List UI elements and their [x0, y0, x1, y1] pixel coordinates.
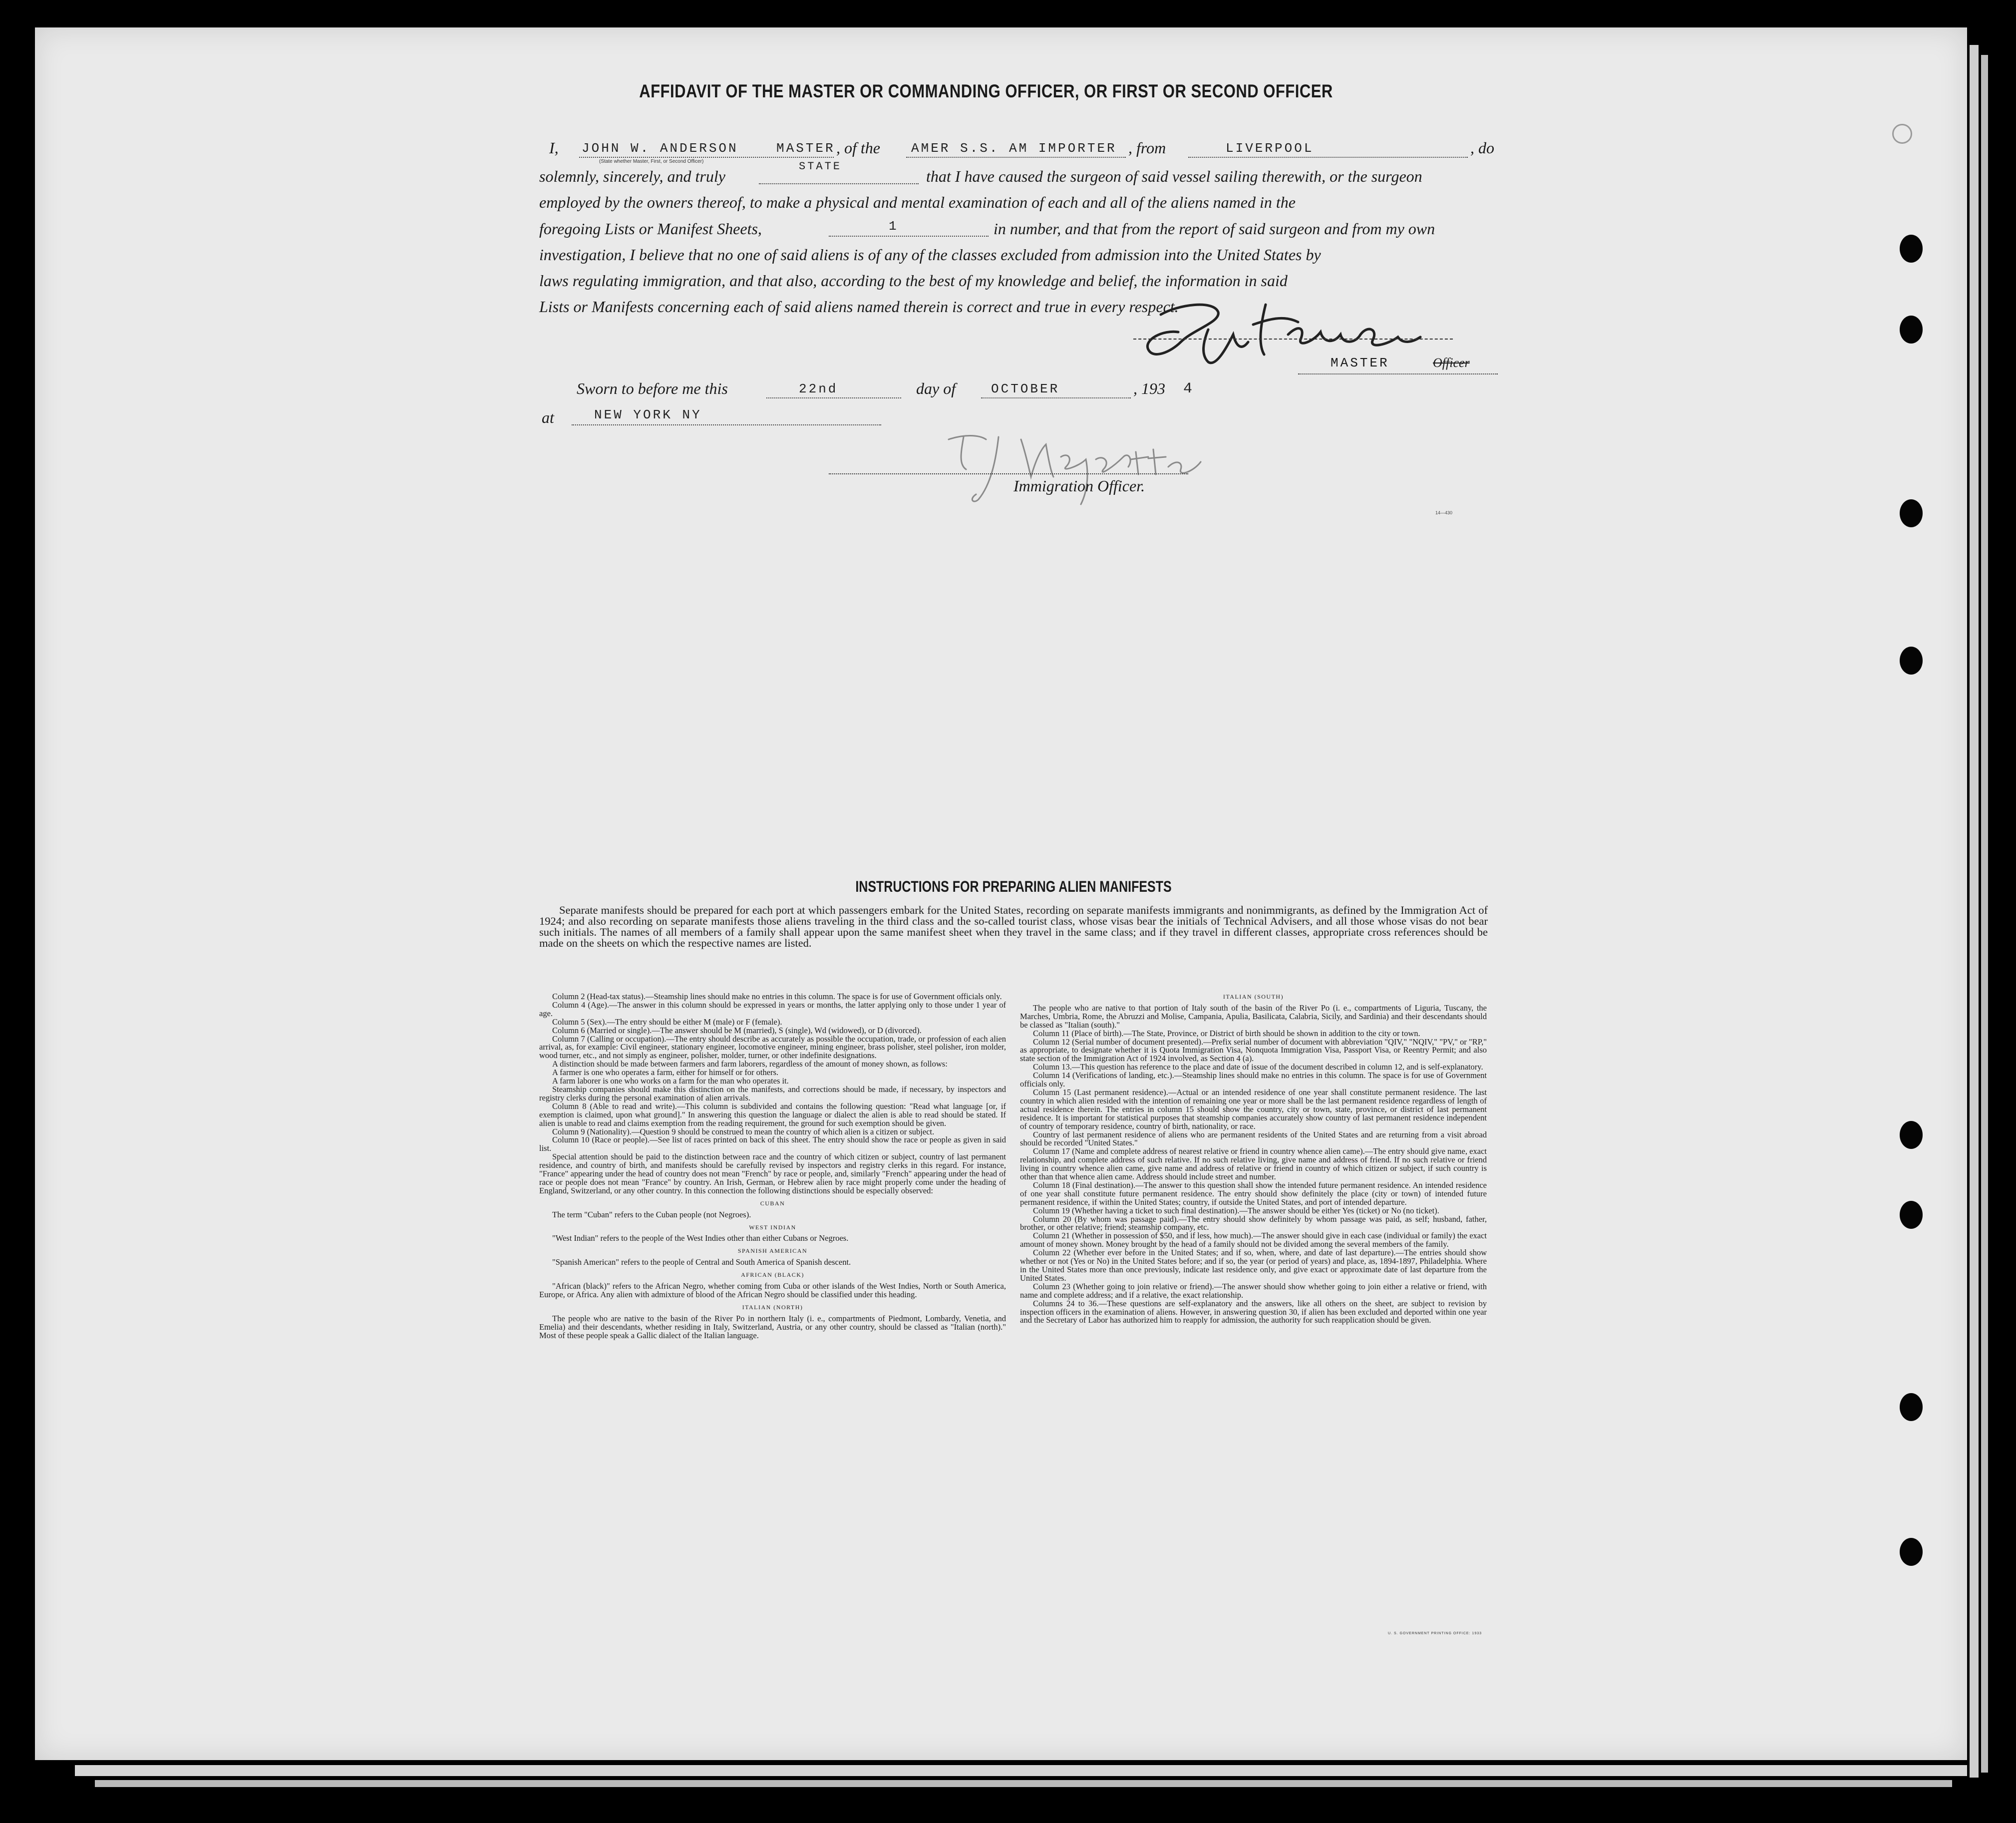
heading-spanish-american: SPANISH AMERICAN [737, 1247, 808, 1255]
heading-italian-north: ITALIAN (NORTH) [742, 1303, 803, 1311]
sworn-month: OCTOBER [991, 381, 1060, 396]
binder-hole [1900, 316, 1923, 344]
heading-west-indian: WEST INDIAN [749, 1223, 796, 1231]
sworn-year-digit: 4 [1183, 380, 1195, 397]
affidavit-verb: STATE [799, 160, 842, 173]
officer-label: Officer [1433, 356, 1470, 370]
instructions-intro: Separate manifests should be prepared for each port at which passengers embark for the United States, recording on separate manifests immigrants and nonimmigrants, as defined by the Immigration Act of 1924; and also recording on separate manifests those aliens traveling in the third class and the so-called tourist class, whose visas bear the initials of Technical Advisers, and all those whose visas do not bear such initials. The names of all members of a family shall appear upon the same manifest sheet when they travel in the same class; and if they travel in different classes, appropriate cross references should be made on the sheets on which the respective names are listed. [539, 904, 1488, 949]
instructions-left-column: Column 2 (Head-tax status).—Steamship lines should make no entries in this column. The space is for use of Government officials only. Column 4 (Age).—The answer in this column should be expressed in years or months, the latter applying only to those under 1 year of age. Column 5 (Sex).—The entry should be either M (male) or F (female). Column 6 (Married or single).—The answer should be M (married), S (single), Wd (widowed), or D (divorced). Column 7 (Calling or occupation).—The entry should describe as accurately as possible the occupation, trade, or profession of each alien arrival, as, for example: Civil engineer, stationary engineer, locomotive engineer, mining engineer, brass polisher, steel polisher, iron molder, wood turner, etc., and not simply as engineer, polisher, molder, turner, or other indefinite designations. A distinction should be made between farmers and farm laborers, regardless of the amount of money shown, as follows: A farmer is one who operates a farm, either for himself or for others. A farm laborer is one who works on a farm for the man who operates it. Steamship companies should make this distinction on the manifests, and corrections should be made, if necessary, by inspectors and registry clerks during the personal examination of alien arrivals. Column 8 (Able to read and write).—This column is subdivided and contains the following question: "Read what language [or, if exemption is claimed, upon what ground]." In answering this question the language or dialect the alien is able to read should be stated. If alien is unable to read and claims exemption from the reading requirement, the ground for such exemption should be given. Column 9 (Nationality).—Question 9 should be construed to mean the country of which alien is a citizen or subject. Column 10 (Race or people).—See list of races printed on back of this sheet. The entry should show the race or people as given in said list. Special attention should be paid to the distinction between race and the country of which citizen or subject, country of last permanent residence, and country of birth, and manifests should be carefully revised by inspectors and registry clerks in this regard. For instance, "France" appearing under the head of country does not mean "French" by race or people, and, similarly "French" appearing under the head of race or people does not mean "France" by country. An Irish, German, or Hebrew alien by race might properly come under the heading of England, Switzerland, or any other country. In this connection the following distinctions should be especially observed: CUBAN The term "Cuban" refers to the Cuban people (not Negroes). WEST INDIAN "West Indian" refers to the people of the West Indies other than either Cubans or Negroes. SPANISH AMERICAN "Spanish American" refers to the people of Central and South America of Spanish descent. AFRICAN (BLACK) "African (black)" refers to the African Negro, whether coming from Cuba or other islands of the West Indies, North or South America, Europe, or Africa. Any alien with admixture of blood of the African Negro should be classified under this heading. ITALIAN (NORTH) The people who are native to the basin of the River Po in northern Italy (i. e., compartments of Piedmont, Lombardy, Venetia, and Emelia) and their descendants, whether residing in Italy, Switzerland, Austria, or any other country, should be classed as "Italian (north)." Most of these people speak a Gallic dialect of the Italian language. [539, 992, 1006, 1340]
heading-cuban: CUBAN [760, 1199, 785, 1207]
immigration-officer-label: Immigration Officer. [1013, 477, 1145, 495]
binder-hole [1900, 1538, 1923, 1566]
officer-rank: MASTER [776, 141, 835, 156]
sworn-place: NEW YORK NY [594, 407, 702, 422]
signer-title: MASTER [1331, 356, 1389, 370]
printer-imprint: U. S. GOVERNMENT PRINTING OFFICE: 1933 [1388, 1632, 1482, 1635]
page-edge-bottom [75, 1765, 1967, 1776]
master-signature [1133, 295, 1453, 379]
instructions-right-column: ITALIAN (SOUTH) The people who are native to that portion of Italy south of the basin of the River Po (i. e., compartments of Liguria, Tuscany, the Marches, Umbria, Rome, the Abruzzi and Molise, Campania, Apulia, Basilicata, Calabria, Sicily, and Sardinia) and their descendants should be classed as "Italian (south)." Column 11 (Place of birth).—The State, Province, or District of birth should be shown in addition to the city or town. Column 12 (Serial number of document presented).—Prefix serial number of document with abbreviation "QIV," "NQIV," "PV," or "RP," as appropriate, to designate whether it is Quota Immigration Visa, Nonquota Immigration Visa, Passport Visa, or Reentry Permit; and also state section of the Immigration Act of 1924 involved, as Section 4 (a). Column 13.—This question has reference to the place and date of issue of the document described in column 12, and is self-explanatory. Column 14 (Verifications of landing, etc.).—Steamship lines should make no entries in this column. The space is for use of Government officials only. Column 15 (Last permanent residence).—Actual or an intended residence of one year shall constitute permanent residence. The last country in which alien resided with the intention of remaining one year or more shall be the last permanent residence regardless of length of actual residence therein. The entries in column 15 should show the country, city or town, state, province, or district of last permanent residence. It is important for statistical purposes that steamship companies accurately show country of last permanent residence independent of country of temporary residence, country of birth, nationality, or race. Country of last permanent residence of aliens who are permanent residents of the United States and are returning from a visit abroad should be recorded "United States." Column 17 (Name and complete address of nearest relative or friend in country whence alien came).—The entry should give name, exact relationship, and complete address of such relative. If no such relative living, give name and address of friend. If no such relative or friend living in country whence alien came, give name and address of relative or friend in country of which citizen or subject, if such country is other than that whence alien came. Address should include street and number. Column 18 (Final destination).—The answer to this question shall show the intended future permanent residence. An intended residence of one year shall constitute future permanent residence. The entry should show definitely the place (city or town) of intended future permanent residence, if within the United States; country, if outside the United States, and port of intended departure. Column 19 (Whether having a ticket to such final destination).—The answer should be either Yes (ticket) or No (no ticket). Column 20 (By whom was passage paid).—The entry should show definitely by whom passage was paid, as self; husband, father, brother, or other relative; friend; steamship company, etc. Column 21 (Whether in possession of $50, and if less, how much).—The answer should give in each case (individual or family) the exact amount of money shown. Money brought by the head of a family should not be divided among the several members of the family. Column 22 (Whether ever before in the United States; and if so, when, where, and date of last departure).—The entries should show whether or not (Yes or No) in the United States before; and if so, the year (or period of years) and place, as, 1894-1897, Philadelphia. Where in the United States more than once previously, indicate last residence only, and give exact or approximate date of last departure from the United States. Column 23 (Whether going to join relative or friend).—The answer should show whether going to join either a relative or friend, with name and complete address; and if a relative, the exact relationship. Columns 24 to 36.—These questions are self-explanatory and the answers, like all others on the sheet, are subject to revision by inspection officers in the examination of aliens. However, in answering question 30, if alien has been excluded and deported within one year and the Secretary of Labor has authorized him to reapply for admission, the authority for such reapplication should be given. [1020, 993, 1487, 1325]
binder-hole [1900, 1121, 1923, 1149]
rank-note: (State whether Master, First, or Second Officer) [599, 159, 704, 164]
vessel-name: AMER S.S. AM IMPORTER [911, 141, 1117, 156]
binder-hole [1900, 1201, 1923, 1229]
instructions-title: INSTRUCTIONS FOR PREPARING ALIEN MANIFESTS [855, 878, 1172, 896]
form-number: 14—430 [1435, 510, 1453, 515]
heading-african: AFRICAN (BLACK) [741, 1271, 804, 1279]
sheet-count: 1 [889, 219, 899, 234]
page-edge-bottom [95, 1780, 1952, 1787]
punch-mark [1892, 124, 1912, 144]
binder-hole [1900, 647, 1923, 675]
sworn-day: 22nd [799, 381, 838, 396]
heading-italian-south: ITALIAN (SOUTH) [1223, 993, 1284, 1000]
page-edge-right [1970, 45, 1979, 1778]
binder-hole [1900, 1393, 1923, 1421]
page-edge-right [1981, 55, 1988, 1773]
binder-hole [1900, 235, 1923, 263]
officer-name: JOHN W. ANDERSON [582, 141, 738, 156]
affidavit-title: AFFIDAVIT OF THE MASTER OR COMMANDING OFFICER, OR FIRST OR SECOND OFFICER [639, 80, 1333, 102]
departure-port: LIVERPOOL [1226, 141, 1314, 156]
binder-hole [1900, 499, 1923, 527]
